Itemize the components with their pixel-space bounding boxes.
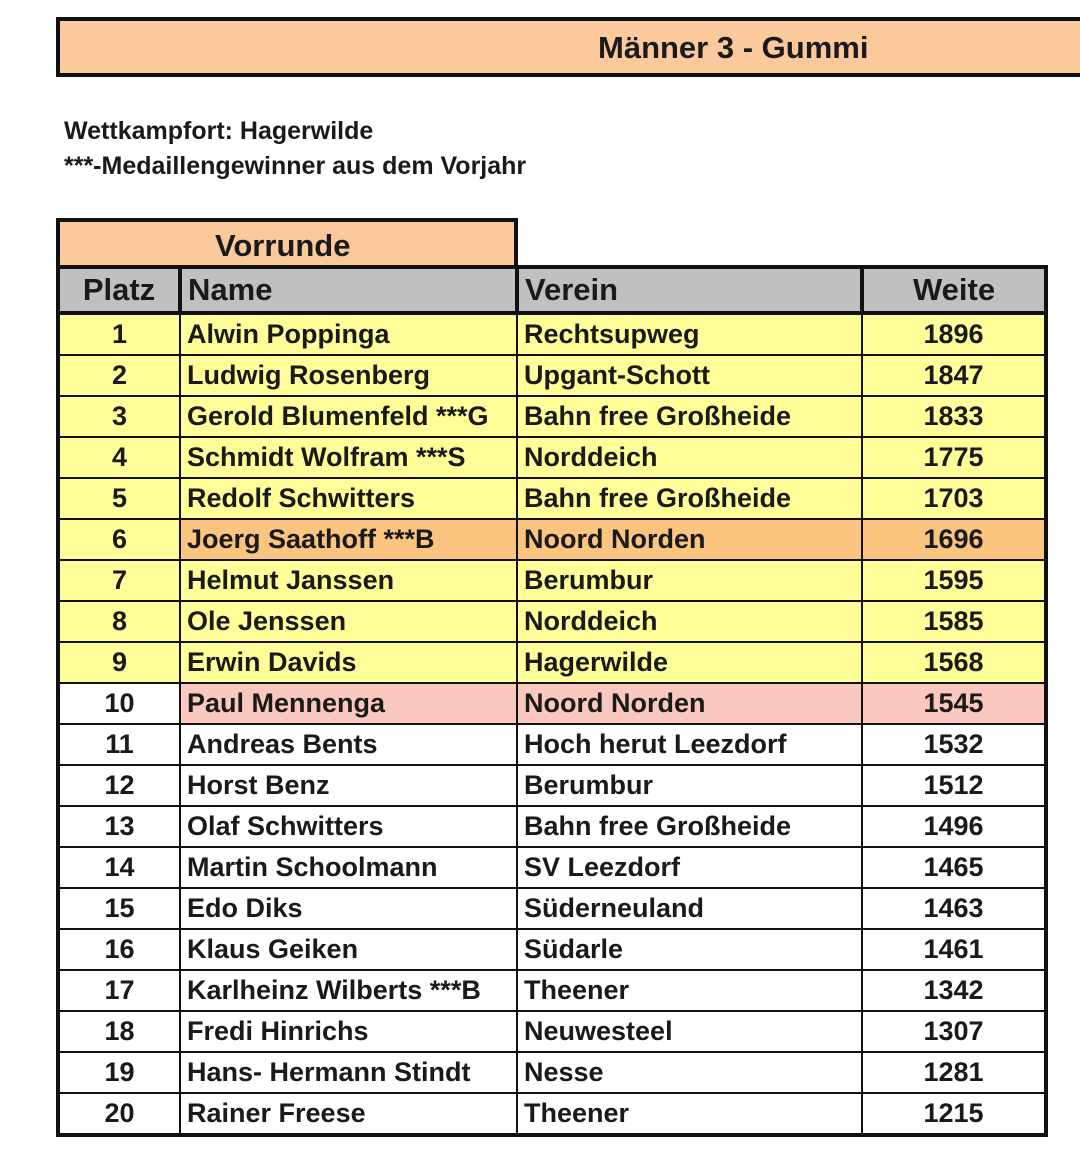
header-row [58, 267, 1046, 313]
row-name: Fredi Hinrichs [180, 1011, 517, 1052]
table-row [58, 437, 1046, 478]
row-verein: Noord Norden [517, 683, 862, 724]
row-platz: 19 [58, 1052, 180, 1093]
row-verein: Norddeich [517, 437, 862, 478]
table-row [58, 847, 1046, 888]
row-weite: 1461 [862, 929, 1046, 970]
row-platz: 7 [58, 560, 180, 601]
row-weite: 1215 [862, 1093, 1046, 1135]
row-name: Joerg Saathoff ***B [180, 519, 517, 560]
row-weite: 1307 [862, 1011, 1046, 1052]
table-row [58, 642, 1046, 683]
header-verein: Verein [517, 267, 862, 313]
row-weite: 1281 [862, 1052, 1046, 1093]
row-verein: Berumbur [517, 560, 862, 601]
row-platz: 14 [58, 847, 180, 888]
row-weite: 1545 [862, 683, 1046, 724]
table-row [58, 724, 1046, 765]
row-name: Karlheinz Wilberts ***B [180, 970, 517, 1011]
row-weite: 1496 [862, 806, 1046, 847]
row-name: Gerold Blumenfeld ***G [180, 396, 517, 437]
row-platz: 5 [58, 478, 180, 519]
row-verein: Upgant-Schott [517, 355, 862, 396]
row-weite: 1512 [862, 765, 1046, 806]
row-weite: 1568 [862, 642, 1046, 683]
header-weite: Weite [862, 267, 1046, 313]
row-weite: 1703 [862, 478, 1046, 519]
row-name: Helmut Janssen [180, 560, 517, 601]
page-title: Männer 3 - Gummi [598, 30, 869, 65]
row-platz: 20 [58, 1093, 180, 1135]
row-verein: Bahn free Großheide [517, 806, 862, 847]
row-platz: 11 [58, 724, 180, 765]
row-verein: SV Leezdorf [517, 847, 862, 888]
header-platz: Platz [58, 267, 180, 313]
row-verein: Theener [517, 1093, 862, 1135]
row-name: Ole Jenssen [180, 601, 517, 642]
row-platz: 15 [58, 888, 180, 929]
title-bar [56, 17, 1080, 77]
header-name: Name [180, 267, 517, 313]
row-weite: 1585 [862, 601, 1046, 642]
table-row [58, 478, 1046, 519]
row-name: Paul Mennenga [180, 683, 517, 724]
row-weite: 1896 [862, 313, 1046, 355]
row-name: Schmidt Wolfram ***S [180, 437, 517, 478]
row-platz: 6 [58, 519, 180, 560]
row-verein: Norddeich [517, 601, 862, 642]
row-name: Olaf Schwitters [180, 806, 517, 847]
row-name: Andreas Bents [180, 724, 517, 765]
row-name: Edo Diks [180, 888, 517, 929]
row-platz: 4 [58, 437, 180, 478]
row-platz: 2 [58, 355, 180, 396]
row-verein: Hoch herut Leezdorf [517, 724, 862, 765]
row-name: Ludwig Rosenberg [180, 355, 517, 396]
table-row [58, 888, 1046, 929]
row-verein: Theener [517, 970, 862, 1011]
row-name: Redolf Schwitters [180, 478, 517, 519]
row-weite: 1595 [862, 560, 1046, 601]
row-verein: Neuwesteel [517, 1011, 862, 1052]
row-weite: 1532 [862, 724, 1046, 765]
row-verein: Hagerwilde [517, 642, 862, 683]
row-name: Rainer Freese [180, 1093, 517, 1135]
row-weite: 1463 [862, 888, 1046, 929]
row-name: Horst Benz [180, 765, 517, 806]
row-name: Klaus Geiken [180, 929, 517, 970]
row-platz: 9 [58, 642, 180, 683]
row-verein: Nesse [517, 1052, 862, 1093]
row-platz: 1 [58, 313, 180, 355]
row-verein: Südarle [517, 929, 862, 970]
row-verein: Berumbur [517, 765, 862, 806]
row-weite: 1775 [862, 437, 1046, 478]
table-row [58, 1011, 1046, 1052]
row-name: Martin Schoolmann [180, 847, 517, 888]
row-verein: Rechtsupweg [517, 313, 862, 355]
row-weite: 1696 [862, 519, 1046, 560]
row-verein: Süderneuland [517, 888, 862, 929]
table-row [58, 683, 1046, 724]
results-table [56, 265, 1048, 1137]
medal-note: ***-Medaillengewinner aus dem Vorjahr [64, 152, 527, 180]
table-row [58, 970, 1046, 1011]
table-row [58, 601, 1046, 642]
row-platz: 17 [58, 970, 180, 1011]
row-platz: 16 [58, 929, 180, 970]
row-weite: 1342 [862, 970, 1046, 1011]
venue-text: Wettkampfort: Hagerwilde [64, 117, 374, 145]
row-platz: 13 [58, 806, 180, 847]
row-verein: Bahn free Großheide [517, 478, 862, 519]
row-platz: 12 [58, 765, 180, 806]
table-row [58, 313, 1046, 355]
table-row [58, 519, 1046, 560]
table-row [58, 1052, 1046, 1093]
table-row [58, 396, 1046, 437]
table-row [58, 355, 1046, 396]
row-platz: 8 [58, 601, 180, 642]
table-row [58, 560, 1046, 601]
table-row [58, 929, 1046, 970]
row-verein: Noord Norden [517, 519, 862, 560]
round-label: Vorrunde [56, 218, 518, 269]
row-name: Erwin Davids [180, 642, 517, 683]
row-verein: Bahn free Großheide [517, 396, 862, 437]
row-weite: 1465 [862, 847, 1046, 888]
row-name: Alwin Poppinga [180, 313, 517, 355]
table-row [58, 806, 1046, 847]
row-weite: 1833 [862, 396, 1046, 437]
row-platz: 10 [58, 683, 180, 724]
table-row [58, 1093, 1046, 1135]
row-platz: 3 [58, 396, 180, 437]
row-platz: 18 [58, 1011, 180, 1052]
table-row [58, 765, 1046, 806]
row-name: Hans- Hermann Stindt [180, 1052, 517, 1093]
row-weite: 1847 [862, 355, 1046, 396]
